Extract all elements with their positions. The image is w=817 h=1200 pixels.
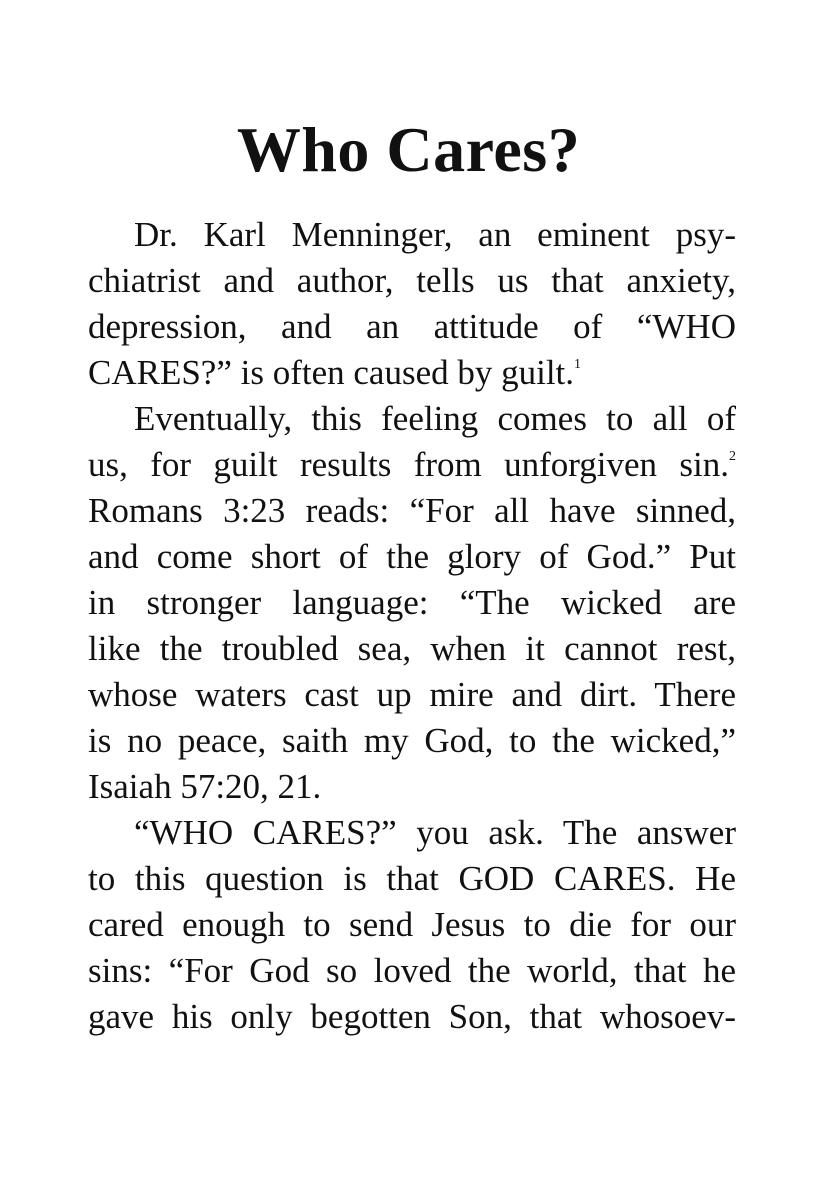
paragraph-2 bbox=[88, 396, 736, 810]
text-line bbox=[88, 442, 736, 488]
text-line: to this question is that GOD CARES. He bbox=[88, 859, 736, 898]
text-line: Isaiah 57:20, 21. bbox=[88, 767, 322, 806]
footnote-marker: 2 bbox=[729, 449, 736, 464]
text-line: in stronger language: “The wicked are bbox=[88, 583, 736, 622]
text-line: is no peace, saith my God, to the wicked,” bbox=[88, 721, 736, 760]
text-line: Dr. Karl Menninger, an eminent psy- bbox=[134, 215, 736, 254]
text-line-content: us, for guilt results from unforgiven sin. bbox=[88, 445, 729, 484]
text-line: whose waters cast up mire and dirt. There bbox=[88, 675, 736, 714]
page-title: Who Cares? bbox=[236, 114, 581, 185]
text-line: gave his only begotten Son, that whosoev- bbox=[88, 997, 736, 1036]
text-line: Eventually, this feeling comes to all of bbox=[134, 399, 736, 438]
text-line: depression, and an attitude of “WHO bbox=[88, 307, 736, 346]
text-line: sins: “For God so loved the world, that he bbox=[88, 951, 736, 990]
text-line-content: CARES?” is often caused by guilt. bbox=[88, 353, 575, 392]
paragraph-1 bbox=[88, 212, 736, 396]
body-text bbox=[88, 212, 736, 1040]
paragraph-3 bbox=[88, 810, 736, 1040]
text-line: chiatrist and author, tells us that anxiety, bbox=[88, 261, 736, 300]
text-line: “WHO CARES?” you ask. The answer bbox=[134, 813, 736, 852]
text-line: like the troubled sea, when it cannot rest, bbox=[88, 629, 736, 668]
text-line: and come short of the glory of God.” Put bbox=[88, 537, 736, 576]
footnote-marker: 1 bbox=[574, 357, 582, 372]
text-line bbox=[88, 350, 736, 396]
text-line: Romans 3:23 reads: “For all have sinned, bbox=[88, 491, 736, 530]
text-line: cared enough to send Jesus to die for our bbox=[88, 905, 736, 944]
